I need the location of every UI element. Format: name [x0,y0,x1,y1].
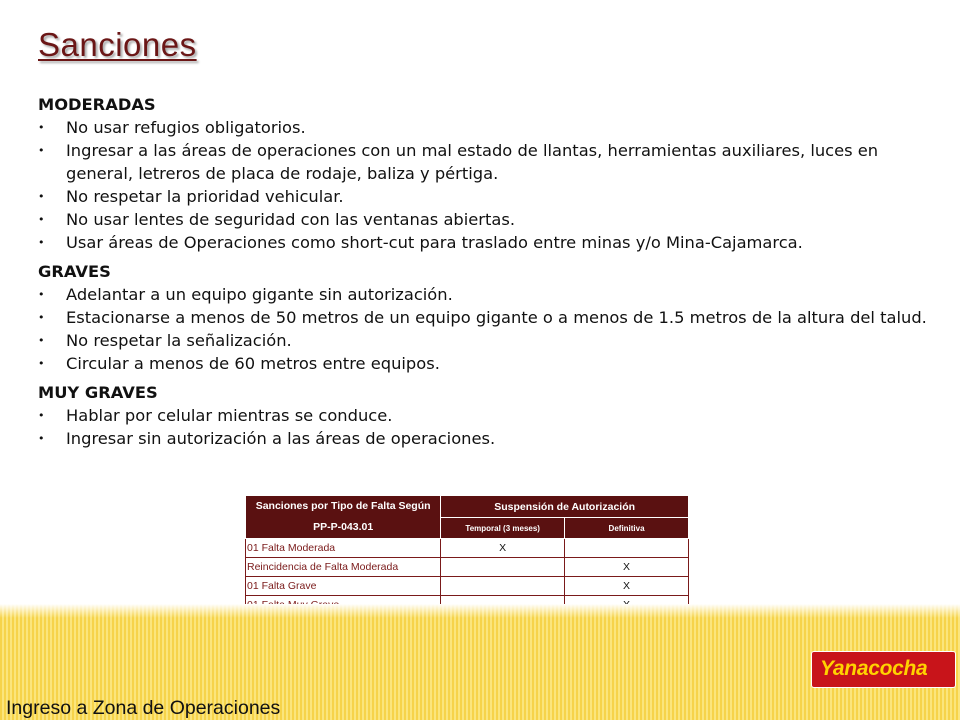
bullet-icon: • [38,357,45,370]
table-cell-definitiva [565,539,689,558]
table-cell-falta: 01 Falta Moderada [246,539,441,558]
section-heading: MODERADAS [38,95,156,114]
table-row [246,558,689,577]
table-row [246,577,689,596]
list-item [38,139,938,185]
table-cell-definitiva: X [565,558,689,577]
table-cell-falta: 01 Falta Grave [246,577,441,596]
list-item [38,427,938,450]
section-muy-graves [38,381,938,450]
list-item-text: No usar refugios obligatorios. [66,118,306,137]
list-item [38,116,938,139]
table-header-falta: Sanciones por Tipo de Falta Según PP-P-043.01 [246,496,441,539]
list-item [38,306,938,329]
list-item-text: Circular a menos de 60 metros entre equipos. [66,354,440,373]
page-title: Sanciones [38,26,197,63]
table-cell-falta: Reincidencia de Falta Moderada [246,558,441,577]
bullet-icon: • [38,121,45,134]
table-header-suspension: Suspensión de Autorización [441,496,689,518]
list-item [38,404,938,427]
list-item [38,283,938,306]
bullet-list [38,283,938,375]
bullet-icon: • [38,288,45,301]
section-graves [38,260,938,375]
sanctions-content [38,93,938,456]
list-item-text: No respetar la señalización. [66,331,292,350]
list-item-text: No respetar la prioridad vehicular. [66,187,344,206]
list-item-text: Adelantar a un equipo gigante sin autorización. [66,285,453,304]
bullet-list [38,404,938,450]
section-heading: MUY GRAVES [38,383,158,402]
table-cell-temporal [441,577,565,596]
table-cell-temporal [441,558,565,577]
list-item-text: No usar lentes de seguridad con las ventanas abiertas. [66,210,516,229]
yanacocha-logo [812,652,955,687]
section-moderadas [38,93,938,254]
bullet-icon: • [38,190,45,203]
list-item [38,185,938,208]
list-item-text: Ingresar a las áreas de operaciones con un mal estado de llantas, herramientas auxiliares, luces en general, letreros de placa de rodaje, baliza y pértiga. [66,141,879,183]
bullet-icon: • [38,213,45,226]
bullet-icon: • [38,236,45,249]
bullet-icon: • [38,311,45,324]
list-item [38,352,938,375]
list-item-text: Ingresar sin autorización a las áreas de operaciones. [66,429,496,448]
table-row [246,539,689,558]
section-heading: GRAVES [38,262,111,281]
bullet-icon: • [38,432,45,445]
bullet-list [38,116,938,254]
sanctions-table [245,495,689,615]
list-item [38,231,938,254]
list-item [38,329,938,352]
list-item [38,208,938,231]
bullet-icon: • [38,409,45,422]
logo-text: Yanacocha [820,657,928,680]
bullet-icon: • [38,144,45,157]
list-item-text: Usar áreas de Operaciones como short-cut para traslado entre minas y/o Mina-Cajamarca. [66,233,803,252]
list-item-text: Estacionarse a menos de 50 metros de un equipo gigante o a menos de 1.5 metros de la altura del talud. [66,308,927,327]
bullet-icon: • [38,334,45,347]
table-header-definitiva: Definitiva [565,518,689,539]
table-cell-temporal: X [441,539,565,558]
table-header-temporal: Temporal (3 meses) [441,518,565,539]
table-cell-definitiva: X [565,577,689,596]
list-item-text: Hablar por celular mientras se conduce. [66,406,393,425]
footer-caption: Ingreso a Zona de Operaciones [6,697,281,719]
